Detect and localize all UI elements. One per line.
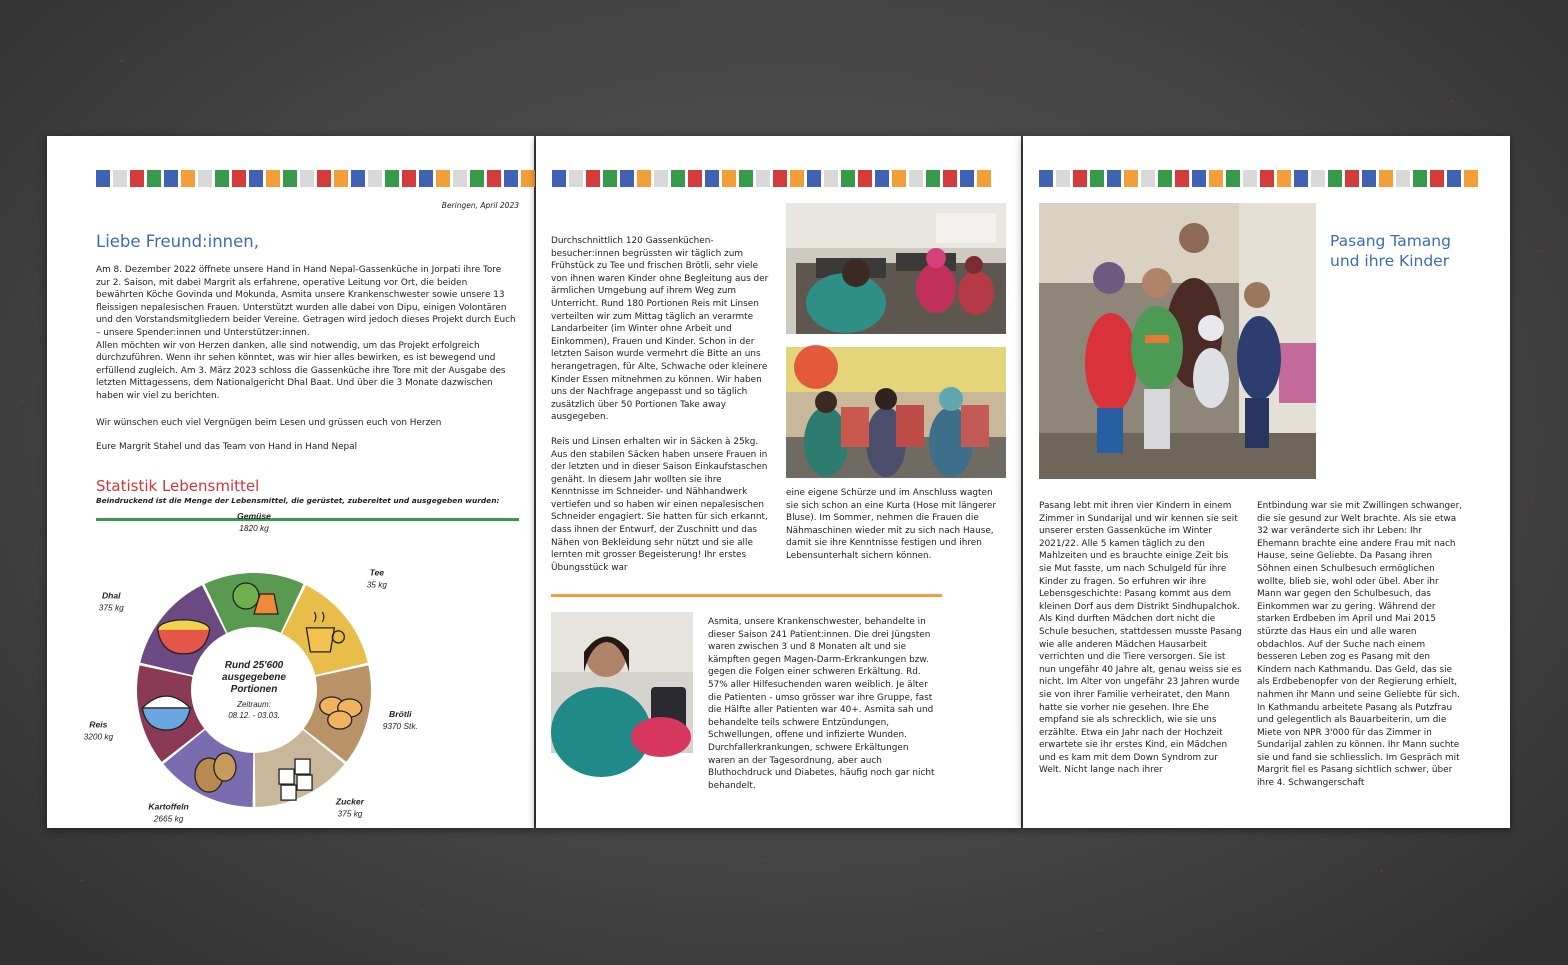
prayer-flag [909, 170, 923, 187]
prayer-flag [807, 170, 821, 187]
story-column-2: Entbindung war sie mit Zwillingen schwanger, die sie gesund zur Welt brachte. Als sie etwa 32 war veränderte sich ihr Leben: Ihr Ehemann brachte eine andere Frau mit nach Hause, seine Geliebte. Da Pasang ihren Söhnen einen Schulbesuch ermöglichen wollte, blieb sie, wohl oder übel. Aber ihr Mann war gegen den Schulbesuch, das Einkommen war zu gering. Während der starken Erdbeben im April und Mai 2015 stürzte das Haus ein und alle waren obdachlos. Auf der Suche nach einem besseren Leben zog es Pasang mit den Kindern nach Kathmandu. Das Geld, das sie als Erdbebenopfer von der Regierung erhielt, nahmen ihr Mann und seine Geliebte für sich. In Kathmandu arbeitete Pasang als Putzfrau und gelegentlich als Bauarbeiterin, um die Miete von NPR 3'000 für das Zimmer in Sundarijal zahlen zu können. Ihr Mann suchte sie und fand sie schliesslich. Im Gespräch mit Margrit fiel es Pasang sichtlich schwer, über ihre 4. Schwangerschaft [1257, 501, 1463, 789]
prayer-flag [1260, 170, 1274, 187]
prayer-flag [1311, 170, 1325, 187]
sewing-column: eine eigene Schürze und im Anschluss wagten sie sich schon an eine Kurta (Hose mit längerer Bluse). Im Sommer, nehmen die Frauen die Nähmaschinen wieder mit zu sich nach Hause, damit sie ihre Kenntnisse festigen und ihren Lebensunterhalt sichern können. [786, 488, 996, 561]
prayer-flag [1039, 170, 1053, 187]
food-amount: 2665 kg [153, 813, 184, 824]
story-title [1330, 231, 1451, 271]
prayer-flag [1243, 170, 1257, 187]
prayer-flag [977, 170, 991, 187]
prayer-flag [773, 170, 787, 187]
prayer-flag [351, 170, 365, 187]
wheel-center-text: Portionen [230, 684, 278, 695]
prayer-flag [671, 170, 685, 187]
prayer-flag [198, 170, 212, 187]
green-divider [96, 518, 519, 521]
food-amount: 375 kg [337, 808, 363, 819]
prayer-flag [790, 170, 804, 187]
prayer-flag [266, 170, 280, 187]
prayer-flag [1175, 170, 1189, 187]
food-amount: 1820 kg [239, 523, 269, 534]
photo-pasang-family [1039, 203, 1316, 479]
prayer-flag [470, 170, 484, 187]
prayer-flag [317, 170, 331, 187]
wheel-center-text: Zeitraum: [237, 700, 271, 709]
prayer-flag [1345, 170, 1359, 187]
prayer-flag [892, 170, 906, 187]
page-3 [1023, 136, 1510, 828]
prayer-flag [368, 170, 382, 187]
prayer-flag [943, 170, 957, 187]
prayer-flag [1328, 170, 1342, 187]
food-amount: 9370 Stk. [382, 720, 418, 731]
prayer-flag [385, 170, 399, 187]
prayer-flag [1073, 170, 1087, 187]
prayer-flag [249, 170, 263, 187]
story-title-line-1: Pasang Tamang [1330, 232, 1451, 250]
wheel-center-text: 08.12. - 03.03. [228, 711, 280, 720]
report-paragraph: Reis und Linsen erhalten wir in Säcken à 25kg. Aus den stabilen Säcken haben unsere Frauen in der letzten und in dieser Saison Einkaufstaschen genäht. In diesem Jahr wollten sie ihre Kenntnisse im Schneider- und Nähhandwerk vertiefen und so haben wir einen nepalesischen Schneider engagiert. Sie hatten für sich erkannt, dass ihnen der Entwurf, der Zuschnitt und das Nähen von Bekleidung sehr nützt und sie alle lernten mit grosser Begeisterung! Ihr erstes Übungsstück war [551, 436, 768, 573]
dateline: Beringen, April 2023 [441, 201, 519, 210]
prayer-flag [637, 170, 651, 187]
prayer-flag [504, 170, 518, 187]
prayer-flag [875, 170, 889, 187]
letter-signature: Eure Margrit Stahel und das Team von Hand in Hand Nepal [96, 442, 358, 453]
prayer-flag [521, 170, 535, 187]
story-column-1: Pasang lebt mit ihren vier Kindern in einem Zimmer in Sundarijal und wir kennen sie seit unserer ersten Gassenküche im Winter 2021/22. Alle 5 kamen täglich zu den Mahlzeiten und es brauchte einige Zeit bis sie Mut fasste, um nach Schulgeld für ihre Kinder zu fragen. So erfuhren wir ihre Lebensgeschichte: Pasang kommt aus dem kleinen Dorf aus dem Distrikt Sindhupalchok. Als Kind durften Mädchen dort nicht die Schule besuchen, stattdessen musste Pasang wie alle anderen Mädchen Hausarbeit verrichten und die Tiere versorgen. Sie ist nun ungefähr 40 Jahre alt, genau weiss sie es nicht. Im Alter von ungefähr 23 Jahren wurde sie von ihrer Familie verheiratet, den Mann hatte sie vorher nie gesehen. Ihre Ehe empfand sie als schrecklich, wie sie uns erzählte. Etwa ein Jahr nach der Hochzeit erwartete sie ihr erstes Kind, ein Mädchen und es kam mit dem Down Syndrom zur Welt. Nicht lange nach ihrer [1039, 501, 1242, 776]
prayer-flag [487, 170, 501, 187]
orange-divider [551, 594, 942, 597]
food-amount: 375 kg [98, 602, 124, 613]
letter-body [96, 264, 516, 454]
prayer-flag [164, 170, 178, 187]
prayer-flag [147, 170, 161, 187]
statistics-title: Statistik Lebensmittel [96, 477, 260, 495]
prayer-flag [215, 170, 229, 187]
prayer-flag [96, 170, 110, 187]
page-2 [536, 136, 1021, 828]
greeting: Liebe Freund:innen, [96, 232, 259, 251]
prayer-flag [1447, 170, 1461, 187]
prayer-flag-strip [1039, 170, 1478, 187]
prayer-flag [552, 170, 566, 187]
prayer-flag [1362, 170, 1376, 187]
prayer-flag-strip [96, 170, 535, 187]
prayer-flag [1430, 170, 1444, 187]
prayer-flag [300, 170, 314, 187]
page-1 [47, 136, 534, 828]
food-label: Zucker [335, 796, 365, 807]
wheel-center-text: ausgegebene [222, 672, 286, 683]
prayer-flag [402, 170, 416, 187]
prayer-flag [453, 170, 467, 187]
prayer-flag [1379, 170, 1393, 187]
prayer-flag [841, 170, 855, 187]
food-amount: 35 kg [366, 579, 387, 590]
prayer-flag [113, 170, 127, 187]
prayer-flag [334, 170, 348, 187]
prayer-flag [1192, 170, 1206, 187]
letter-paragraph: Am 8. Dezember 2022 öffnete unsere Hand in Hand Nepal-Gassenküche in Jorpati ihre Tore zur 2. Saison, mit dabei Margrit als erfahrene, operative Leitung vor Ort, die beiden bewährten Köche Govinda und Mokunda, Asmita unsere Krankenschwester sowie unsere 13 fleissigen nepalesischen Frauen. Unterstützt wurden alle dabei von Dipu, einigen Volontären und den Vorstandsmitgliedern beider Vereine. Getragen wird jedoch dieses Projekt durch Euch – unsere Spender:innen und Unterstützer:innen. [96, 265, 516, 338]
prayer-flag [1158, 170, 1172, 187]
prayer-flag [926, 170, 940, 187]
prayer-flag [756, 170, 770, 187]
prayer-flag [705, 170, 719, 187]
food-label: Dhal [101, 590, 121, 601]
photo-women-aprons [786, 347, 1006, 478]
prayer-flag [181, 170, 195, 187]
letter-paragraph: Wir wünschen euch viel Vergnügen beim Lesen und grüssen euch von Herzen [96, 417, 442, 428]
prayer-flag [1056, 170, 1070, 187]
report-paragraph: Durchschnittlich 120 Gassenküchen-besucher:innen begrüssten wir täglich zum Frühstück zu Tee und frischen Brötli, sehr viele von ihnen waren Kinder ohne Begleitung aus der ärmlichen Umgebung auf ihrem Weg zum Unterricht. Rund 180 Portionen Reis mit Linsen verteilten wir zum Mittag täglich an verarmte Landarbeiter (im Winter ohne Arbeit und Einkommen), Frauen und Kinder. Schon in der letzten Saison wurde vermehrt die Bitte an uns herangetragen, für Alte, Schwache oder kleinere Kinder Essen mitnehmen zu können. Wir haben uns der Nachfrage angepasst und so täglich zusätzlich über 50 Portionen Take away ausgegeben. [551, 236, 769, 423]
prayer-flag [1090, 170, 1104, 187]
nurse-report: Asmita, unsere Krankenschwester, behandelte in dieser Saison 241 Patient:innen. Die drei Jüngsten waren zwischen 3 und 8 Monaten alt und sie kämpften gegen Magen-Darm-Erkrankungen bzw. gegen die Folgen einer schweren Erkältung. Rd. 57% aller Hilfesuchenden waren weiblich. Je älter die Patienten - umso grösser war ihre Gruppe, fast die Hälfte aller Patienten war 40+. Asmita sah und behandelte teils schwere Entzündungen, Schwellungen, offene und infizierte Wunden. Durchfallerkrankungen, schwere Erkältungen waren an der Tagesordnung, aber auch Bluthochdruck und Diabetes, häufig noch gar nicht behandelt. [708, 617, 935, 791]
prayer-flag [283, 170, 297, 187]
food-label: Reis [89, 719, 108, 730]
photo-sewing-class [786, 203, 1006, 334]
prayer-flag [586, 170, 600, 187]
food-label: Gemüse [237, 511, 271, 522]
prayer-flag [1107, 170, 1121, 187]
prayer-flag [603, 170, 617, 187]
prayer-flag [739, 170, 753, 187]
food-amount: 3200 kg [83, 731, 114, 742]
prayer-flag [1277, 170, 1291, 187]
story-title-line-2: und ihre Kinder [1330, 252, 1450, 270]
prayer-flag [858, 170, 872, 187]
wheel-center-text: Rund 25'600 [224, 660, 284, 671]
letter-paragraph: Allen möchten wir von Herzen danken, alle sind notwendig, um das Projekt erfolgreich durchzuführen. Wenn ihr sehen könntet, was wir hier alles bewirken, es ist bewegend und erfüllend zugleich. Am 3. März 2023 schloss die Gassenküche ihre Tore mit der Ausgabe des letzten Mittagessens, dem Nationalgericht Dhal Baat. Und über die 3 Monate dazwischen haben wir viel zu berichten. [96, 340, 506, 401]
food-statistics-wheel [47, 511, 534, 824]
prayer-flag [1294, 170, 1308, 187]
photo-nurse-asmita [551, 612, 693, 753]
prayer-flag [1124, 170, 1138, 187]
prayer-flag-strip [552, 170, 991, 187]
prayer-flag [960, 170, 974, 187]
prayer-flag [569, 170, 583, 187]
prayer-flag [1464, 170, 1478, 187]
prayer-flag [419, 170, 433, 187]
kitchen-report-column [551, 235, 771, 574]
prayer-flag [436, 170, 450, 187]
prayer-flag [1209, 170, 1223, 187]
statistics-subtitle: Beindruckend ist die Menge der Lebensmittel, die gerüstet, zubereitet und ausgegeben wurden: [96, 496, 500, 505]
prayer-flag [1141, 170, 1155, 187]
prayer-flag [824, 170, 838, 187]
prayer-flag [620, 170, 634, 187]
food-label: Tee [369, 567, 385, 578]
prayer-flag [722, 170, 736, 187]
food-label: Brötli [389, 708, 412, 719]
prayer-flag [688, 170, 702, 187]
prayer-flag [654, 170, 668, 187]
food-label: Kartoffeln [148, 801, 189, 812]
prayer-flag [1396, 170, 1410, 187]
prayer-flag [1413, 170, 1427, 187]
prayer-flag [232, 170, 246, 187]
prayer-flag [1226, 170, 1240, 187]
prayer-flag [130, 170, 144, 187]
